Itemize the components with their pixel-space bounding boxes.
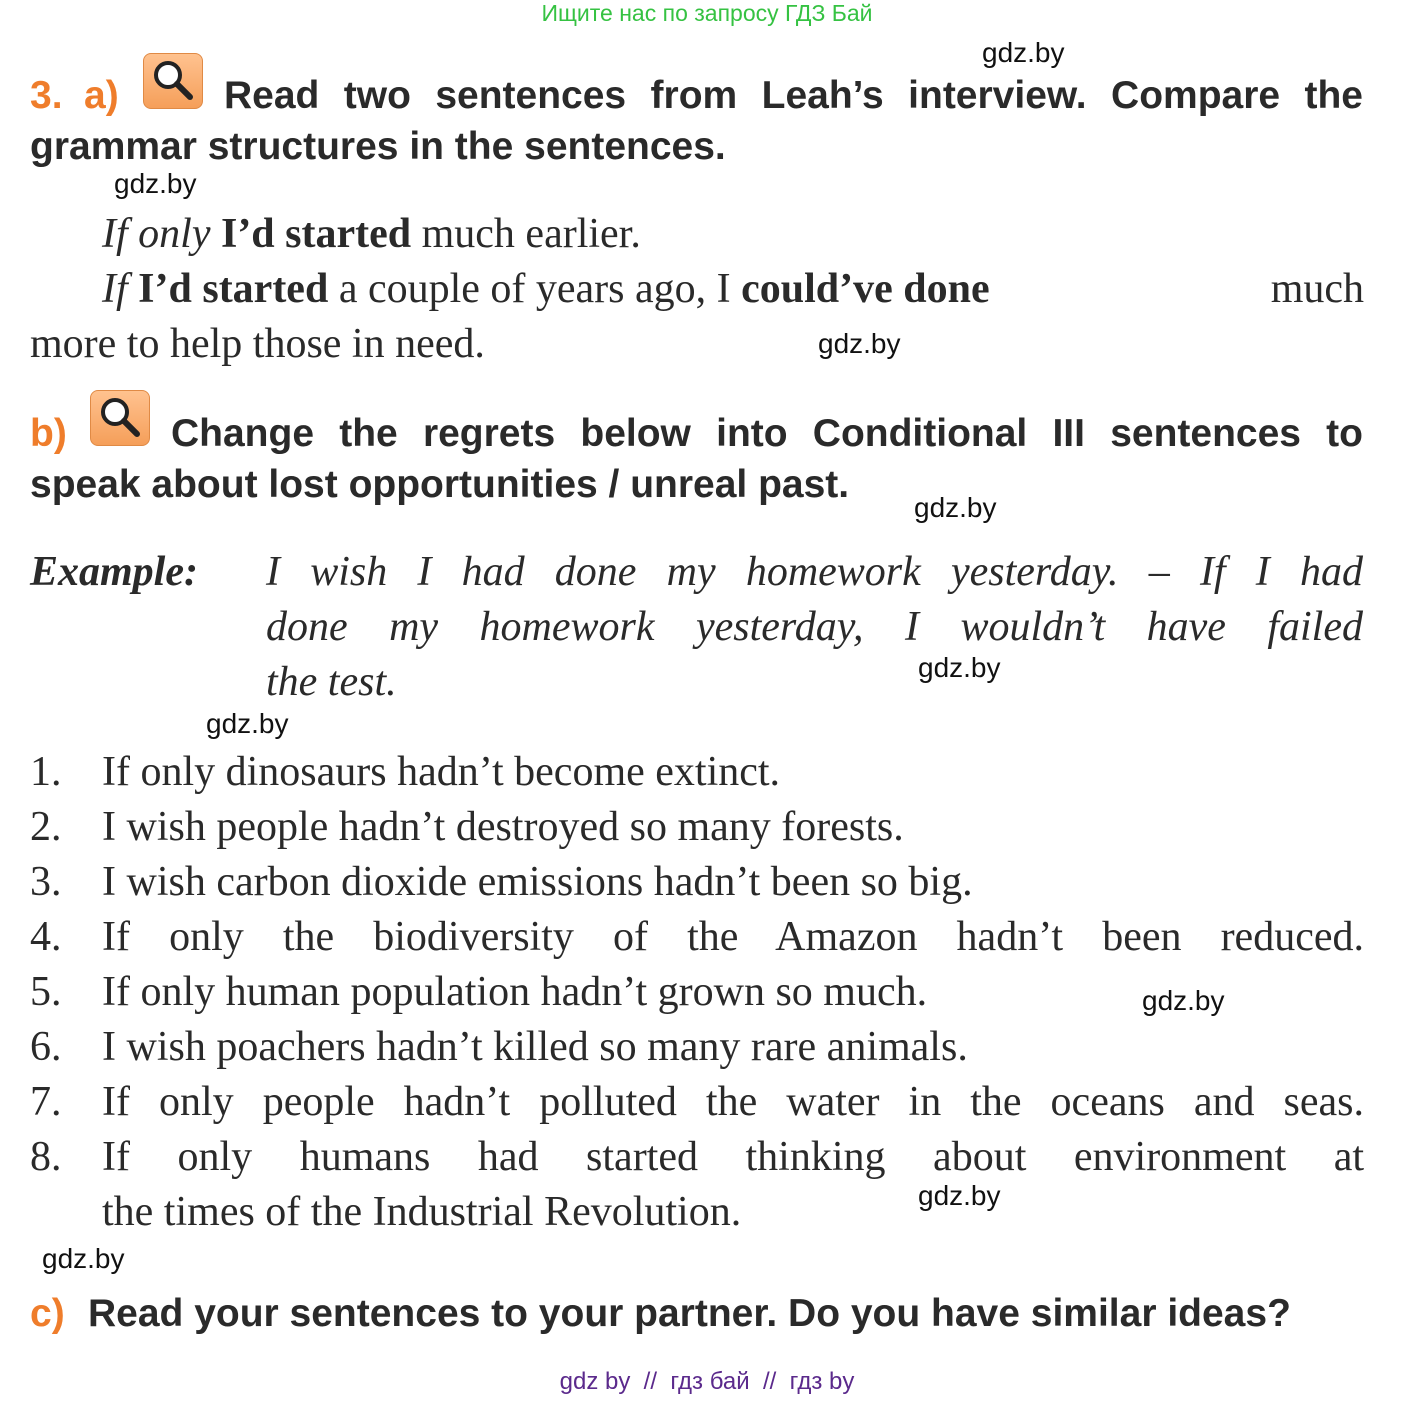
part-b-instruction-line2: speak about lost opportunities / unreal past. [30,463,850,506]
list-item-number: 4. [30,914,62,960]
example-line2: done my homework yesterday, I wouldn’t have failed [266,604,1363,650]
bold-phrase: I’d started [220,211,412,257]
list-item-number: 3. [30,859,62,905]
bold-phrase: I’d started [138,266,329,312]
watermark: gdz.by [918,652,1001,683]
list-item-number: 7. [30,1079,62,1125]
list-item: If only human population hadn’t grown so much. [102,969,928,1015]
footer-links: gdz by // гдз бай // гдз by [559,1368,855,1395]
watermark: gdz.by [42,1243,125,1274]
part-c-letter: c) [30,1292,65,1335]
list-item-number: 1. [30,749,62,795]
sentence-mid: a couple of years ago, I [328,266,742,312]
watermark: gdz.by [982,37,1065,68]
example-line1: I wish I had done my homework yesterday. – If I had [266,549,1363,595]
sentence-rest: much earlier. [411,211,641,257]
watermark: gdz.by [914,492,997,523]
list-item: I wish poachers hadn’t killed so many rare animals. [102,1024,968,1070]
task-number: 3. [30,74,63,117]
part-c-instruction: Read your sentences to your partner. Do you have similar ideas? [88,1292,1291,1335]
sentence-2-line1 [102,265,1364,313]
part-a-instruction-line2: grammar structures in the sentences. [30,125,726,168]
list-item: If only the biodiversity of the Amazon hadn’t been reduced. [102,914,1364,960]
list-item-number: 8. [30,1134,62,1180]
sentence-2-line2: more to help those in need. [30,321,485,367]
magnifier-icon [143,53,203,109]
example-label: Example: [30,549,198,595]
if-only-phrase: If only [102,211,211,257]
sentence-end: much [1270,266,1364,312]
if-phrase: If [102,266,128,312]
list-item: I wish carbon dioxide emissions hadn’t been so big. [102,859,973,905]
watermark: gdz.by [1142,985,1225,1016]
list-item-number: 5. [30,969,62,1015]
part-a-letter: a) [84,74,119,117]
part-a-instruction-line1: Read two sentences from Leah’s interview. Compare the [224,74,1363,117]
magnifier-icon [90,390,150,446]
part-b-instruction-line1: Change the regrets below into Conditional III sentences to [171,412,1363,455]
part-b-letter: b) [30,412,67,455]
list-item: If only dinosaurs hadn’t become extinct. [102,749,781,795]
watermark: gdz.by [918,1180,1001,1211]
example-line3: the test. [266,659,397,705]
list-item-number: 2. [30,804,62,850]
list-item-continuation: the times of the Industrial Revolution. [102,1189,742,1235]
watermark: gdz.by [114,168,197,199]
watermark: gdz.by [818,328,901,359]
watermark: gdz.by [206,708,289,739]
list-item-number: 6. [30,1024,62,1070]
list-item: If only people hadn’t polluted the water in the oceans and seas. [102,1079,1364,1125]
top-banner: Ищите нас по запросу ГДЗ Бай [541,0,873,26]
sentence-1 [102,210,641,258]
list-item: I wish people hadn’t destroyed so many forests. [102,804,904,850]
list-item: If only humans had started thinking about environment at [102,1134,1364,1180]
bold-phrase: could’ve done [741,266,990,312]
